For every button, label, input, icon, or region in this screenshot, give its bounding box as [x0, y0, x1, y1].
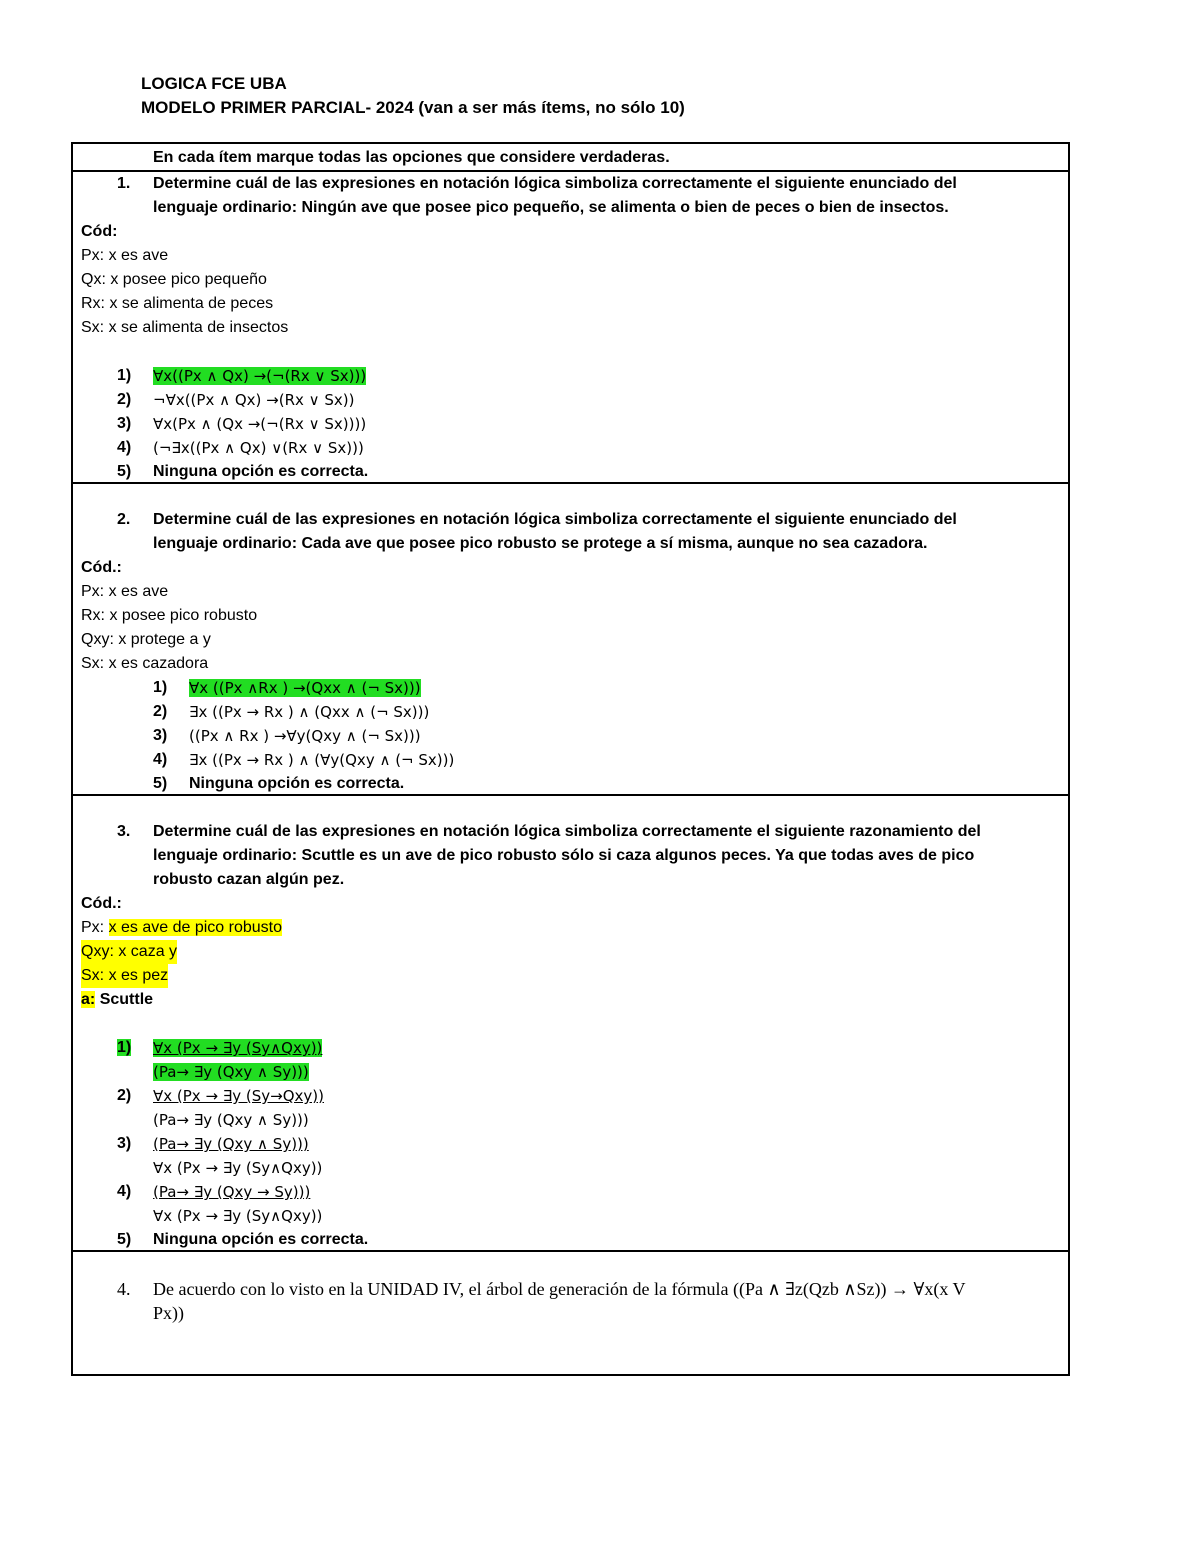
q1-option-number: 5)	[117, 463, 132, 480]
q2-option-3[interactable]: ((Px ∧ Rx ) →∀y(Qxy ∧ (¬ Sx)))	[189, 727, 421, 745]
q3-option-2-cont[interactable]: (Pa→ ∃y (Qxy ∧ Sy)))	[153, 1111, 309, 1129]
q3-prompt: Determine cuál de las expresiones en notación lógica simboliza correctamente el siguiente razonamiento del	[153, 823, 981, 840]
document-subtitle: MODELO PRIMER PARCIAL- 2024 (van a ser más ítems, no sólo 10)	[141, 98, 685, 117]
q4-number: 4.	[117, 1279, 131, 1299]
row-divider	[73, 794, 1068, 796]
q3-code-key: a:	[81, 991, 96, 1008]
q1-code: Px: x es ave	[81, 247, 169, 264]
q2-code: Rx: x posee pico robusto	[81, 607, 258, 624]
q3-option-1-premise: ∀x (Px → ∃y (Sy∧Qxy))	[153, 1039, 323, 1057]
q3-option-1[interactable]	[153, 1036, 322, 1060]
q2-number: 2.	[117, 511, 131, 528]
q1-option-number: 2)	[117, 391, 132, 408]
instructions: En cada ítem marque todas las opciones que considere verdaderas.	[153, 149, 670, 166]
q1-option-1-text: ∀x((Px ∧ Qx) →(¬(Rx ∨ Sx)))	[153, 367, 367, 385]
q2-option-4[interactable]: ∃x ((Px → Rx ) ∧ (∀y(Qxy ∧ (¬ Sx)))	[189, 751, 455, 769]
q2-option-number: 5)	[153, 775, 168, 792]
q1-option-4[interactable]: (¬∃x((Px ∧ Qx) ∨(Rx ∨ Sx)))	[153, 439, 364, 457]
q2-cod-label: Cód.:	[81, 559, 122, 576]
q3-option-3[interactable]: (Pa→ ∃y (Qxy ∧ Sy)))	[153, 1135, 309, 1153]
row-divider	[73, 1250, 1068, 1252]
q3-code-value: x caza y	[118, 943, 178, 960]
q3-code	[81, 940, 177, 964]
q1-number: 1.	[117, 175, 131, 192]
q1-cod-label: Cód:	[81, 223, 118, 240]
q2-option-number: 4)	[153, 751, 168, 768]
document-title: LOGICA FCE UBA	[141, 74, 287, 93]
q1-option-1[interactable]	[153, 364, 366, 388]
q1-option-2[interactable]: ¬∀x((Px ∧ Qx) →(Rx ∨ Sx))	[153, 391, 355, 409]
q2-option-1[interactable]	[189, 676, 421, 700]
q2-prompt: Determine cuál de las expresiones en notación lógica simboliza correctamente el siguiente enunciado del	[153, 511, 957, 528]
q4-prompt: De acuerdo con lo visto en la UNIDAD IV, el árbol de generación de la fórmula ((Pa ∧ ∃z(Qzb ∧Sz)) → ∀x(x V	[153, 1279, 966, 1299]
q3-code-value: x es ave de pico robusto	[108, 919, 283, 936]
q3-prompt-cont: lenguaje ordinario: Scuttle es un ave de pico robusto sólo si caza algunos peces. Ya que todas aves de pico	[153, 847, 975, 864]
q3-option-4[interactable]: (Pa→ ∃y (Qxy → Sy)))	[153, 1183, 311, 1201]
q3-option-number: 2)	[117, 1087, 132, 1104]
q3-option-number: 4)	[117, 1183, 132, 1200]
q3-option-number-text: 1)	[117, 1039, 132, 1056]
q3-number: 3.	[117, 823, 131, 840]
q2-option-5[interactable]: Ninguna opción es correcta.	[189, 775, 405, 792]
q3-option-4-cont[interactable]: ∀x (Px → ∃y (Sy∧Qxy))	[153, 1207, 323, 1225]
q2-code: Sx: x es cazadora	[81, 655, 209, 672]
q3-prompt-cont: robusto cazan algún pez.	[153, 871, 345, 888]
q3-code	[81, 916, 282, 940]
q3-code-key: Px:	[81, 919, 105, 936]
q2-option-number: 2)	[153, 703, 168, 720]
q1-code: Qx: x posee pico pequeño	[81, 271, 267, 288]
q3-option-1-cont[interactable]	[153, 1060, 309, 1084]
q3-option-5[interactable]: Ninguna opción es correcta.	[153, 1231, 369, 1248]
q2-prompt-cont: lenguaje ordinario: Cada ave que posee pico robusto se protege a sí misma, aunque no sea cazadora.	[153, 535, 928, 552]
q3-option-1-conclusion: (Pa→ ∃y (Qxy ∧ Sy)))	[153, 1063, 309, 1081]
q3-cod-label: Cód.:	[81, 895, 122, 912]
q3-code	[81, 964, 168, 988]
q3-option-2[interactable]: ∀x (Px → ∃y (Sy→Qxy))	[153, 1087, 324, 1105]
q4-prompt-cont: Px))	[153, 1303, 184, 1323]
row-divider	[73, 482, 1068, 484]
q1-option-number: 4)	[117, 439, 132, 456]
q2-option-number: 3)	[153, 727, 168, 744]
q3-option-number: 3)	[117, 1135, 132, 1152]
q1-option-3[interactable]: ∀x(Px ∧ (Qx →(¬(Rx ∨ Sx))))	[153, 415, 367, 433]
q1-code: Sx: x se alimenta de insectos	[81, 319, 289, 336]
q3-option-3-cont[interactable]: ∀x (Px → ∃y (Sy∧Qxy))	[153, 1159, 323, 1177]
q1-prompt-cont: lenguaje ordinario: Ningún ave que posee pico pequeño, se alimenta o bien de peces o bien de insectos.	[153, 199, 949, 216]
q2-option-1-text: ∀x ((Px ∧Rx ) →(Qxx ∧ (¬ Sx)))	[189, 679, 421, 697]
q1-option-5[interactable]: Ninguna opción es correcta.	[153, 463, 369, 480]
q3-option-number: 5)	[117, 1231, 132, 1248]
q1-prompt: Determine cuál de las expresiones en notación lógica simboliza correctamente el siguiente enunciado del	[153, 175, 957, 192]
q3-code-value: x es pez	[108, 967, 169, 984]
q2-option-2[interactable]: ∃x ((Px → Rx ) ∧ (Qxx ∧ (¬ Sx)))	[189, 703, 430, 721]
q3-code-value: Scuttle	[99, 991, 154, 1008]
q3-code	[81, 988, 153, 1012]
q2-code: Qxy: x protege a y	[81, 631, 211, 648]
q2-option-number: 1)	[153, 679, 168, 696]
q1-option-number: 1)	[117, 367, 132, 384]
q3-option-number	[117, 1036, 131, 1060]
q1-code: Rx: x se alimenta de peces	[81, 295, 274, 312]
q2-code: Px: x es ave	[81, 583, 169, 600]
q3-code-key: Qxy:	[81, 943, 114, 960]
q3-code-key: Sx:	[81, 967, 105, 984]
q1-option-number: 3)	[117, 415, 132, 432]
exam-table	[71, 142, 1070, 1376]
